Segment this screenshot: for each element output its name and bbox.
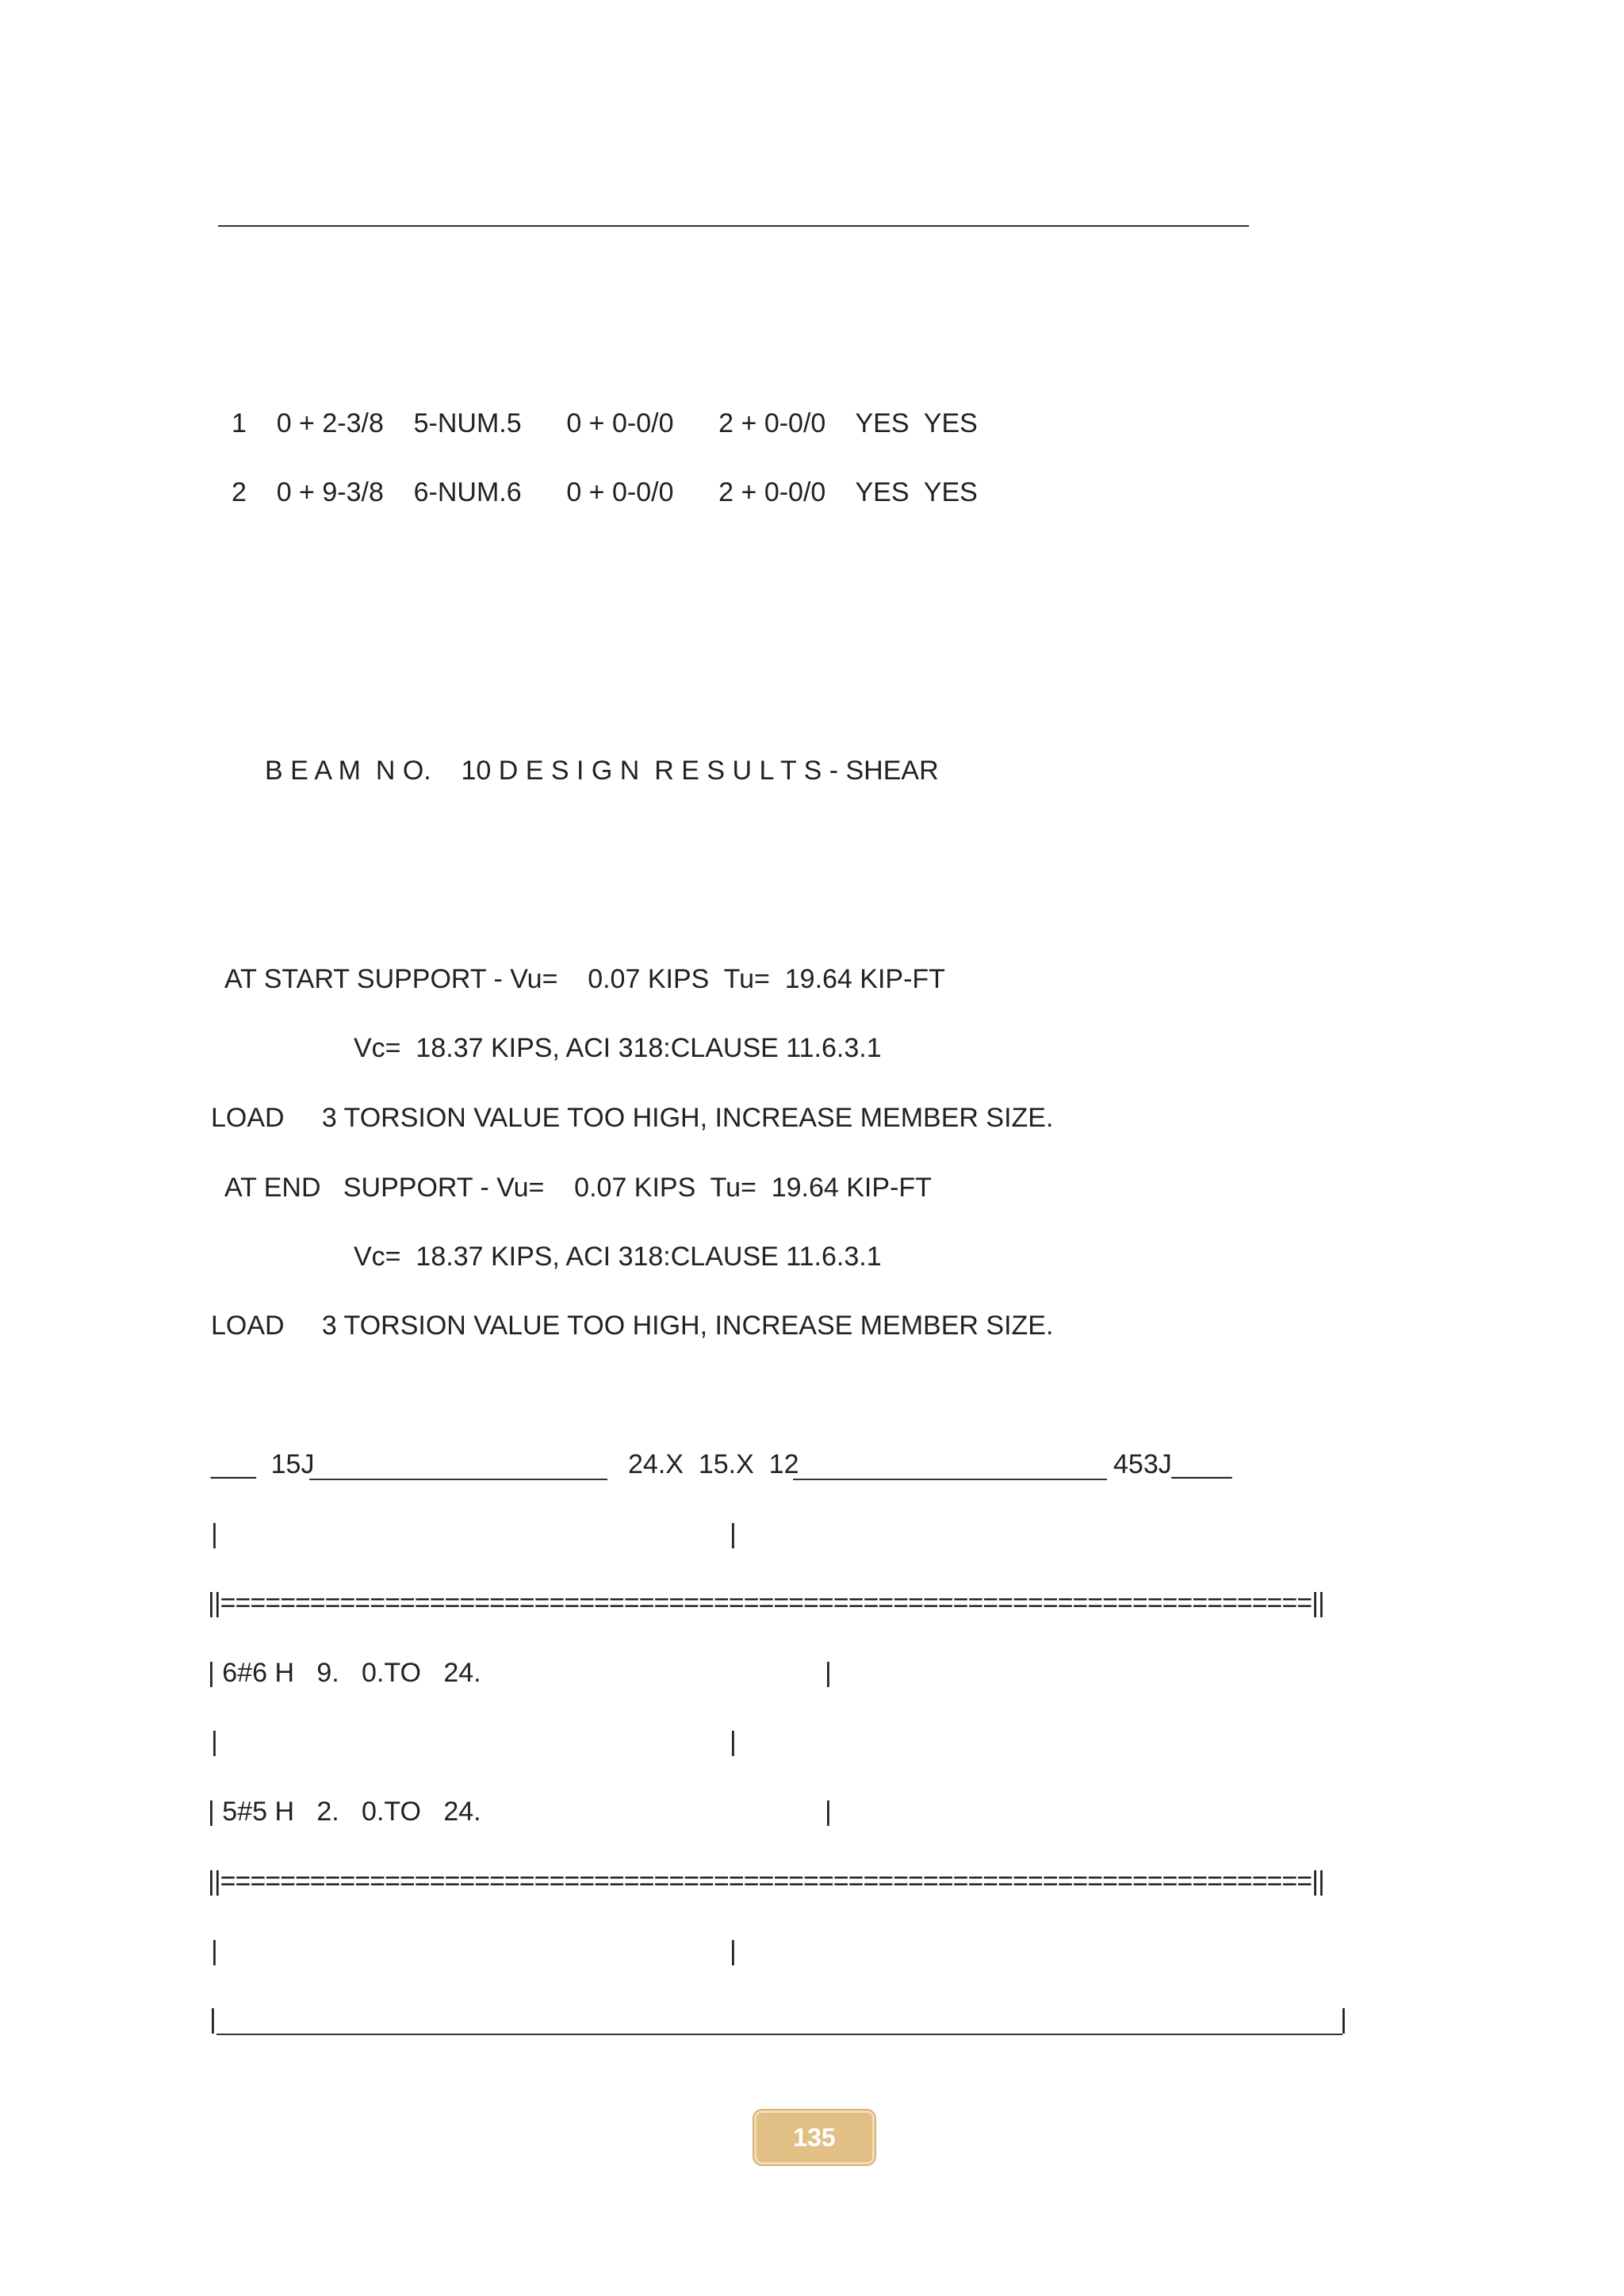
start-torsion-warning: LOAD 3 TORSION VALUE TOO HIGH, INCREASE MEMBER SIZE. [211,1103,1054,1133]
page-number-badge [754,2110,875,2164]
sketch-header-left-rule [309,1479,607,1480]
sketch-header-left: ___ 15J [211,1449,315,1479]
sketch-header-middle: 24.X 15.X 12 [628,1449,799,1479]
sketch-bottom-bars: | 5#5 H 2. 0.TO 24. [208,1797,481,1827]
sketch-bottom-pipe-right: | [1340,2004,1347,2034]
sketch-pipe-left-2: | [211,1727,218,1757]
sketch-top-bars: | 6#6 H 9. 0.TO 24. [208,1658,481,1688]
section-heading: B E A M N O. 10 D E S I G N R E S U L T S - SHEAR [265,756,939,786]
sketch-bottom-pipe-left: | [209,2004,216,2034]
end-support-line: AT END SUPPORT - Vu= 0.07 KIPS Tu= 19.64 KIP-FT [224,1173,932,1203]
sketch-double-rule-top: ||=========================================================================|| [208,1588,1324,1618]
bar-table-row-1: 1 0 + 2-3/8 5-NUM.5 0 + 0-0/0 2 + 0-0/0 YES YES [232,408,978,438]
sketch-header-right: 453J____ [1113,1449,1232,1479]
top-horizontal-rule [218,225,1249,227]
end-vc-line: Vc= 18.37 KIPS, ACI 318:CLAUSE 11.6.3.1 [354,1242,882,1272]
sketch-pipe-right-3: | [730,1936,737,1966]
sketch-double-rule-bottom: ||=========================================================================|| [208,1866,1324,1896]
sketch-pipe-bottom-bars-right: | [825,1797,832,1827]
start-vc-line: Vc= 18.37 KIPS, ACI 318:CLAUSE 11.6.3.1 [354,1033,882,1063]
start-support-line: AT START SUPPORT - Vu= 0.07 KIPS Tu= 19.64 KIP-FT [224,964,945,994]
sketch-header-right-rule [793,1479,1107,1480]
sketch-pipe-right-2: | [730,1727,737,1757]
sketch-pipe-left-1: | [211,1519,218,1549]
bar-table-row-2: 2 0 + 9-3/8 6-NUM.6 0 + 0-0/0 2 + 0-0/0 YES YES [232,477,978,507]
sketch-pipe-left-3: | [211,1936,218,1966]
sketch-bottom-rule [216,2034,1342,2035]
page-number: 135 [793,2122,836,2152]
sketch-pipe-right-1: | [730,1519,737,1549]
end-torsion-warning: LOAD 3 TORSION VALUE TOO HIGH, INCREASE MEMBER SIZE. [211,1311,1054,1341]
sketch-pipe-top-bars-right: | [825,1658,832,1688]
